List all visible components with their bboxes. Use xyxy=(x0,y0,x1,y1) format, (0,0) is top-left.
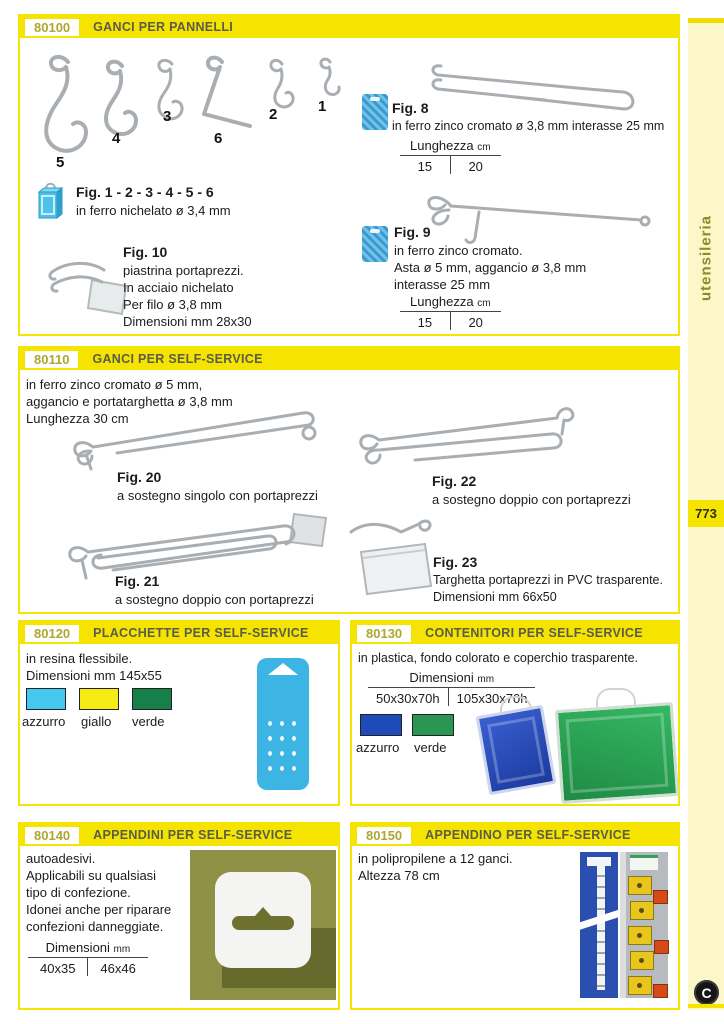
section-code: 80100 xyxy=(25,19,79,36)
fig9-line2: Asta ø 5 mm, aggancio ø 3,8 mm xyxy=(394,260,587,275)
product-pack-red xyxy=(654,940,669,954)
table-value: 15 xyxy=(417,159,433,174)
strip-bar xyxy=(595,864,607,992)
table-value: 20 xyxy=(450,156,501,174)
intro-line1: in polipropilene a 12 ganci. xyxy=(358,851,513,866)
fig9-label: Fig. 9 xyxy=(394,224,431,240)
copyright-logo: C xyxy=(694,980,719,1005)
fig10-line4: Dimensioni mm 28x30 xyxy=(123,314,252,329)
hang-tab-drawing xyxy=(213,870,313,970)
section-code: 80150 xyxy=(357,827,411,844)
section-title: APPENDINO PER SELF-SERVICE xyxy=(425,828,631,842)
green-container-image xyxy=(555,702,679,804)
intro-line1: autoadesivi. xyxy=(26,851,96,866)
fig22-drawing xyxy=(355,406,610,472)
section-title: GANCI PER PANNELLI xyxy=(93,20,234,34)
section-header xyxy=(20,622,338,644)
intro-line1: in resina flessibile. xyxy=(26,651,133,666)
section-title: CONTENITORI PER SELF-SERVICE xyxy=(425,626,643,640)
blister-pack-icon-fig9 xyxy=(362,226,388,262)
section-appendini-per-self-service xyxy=(18,822,340,1010)
table-unit: cm xyxy=(477,298,491,309)
color-swatch-verde xyxy=(132,688,172,710)
hook-number-4: 4 xyxy=(112,130,121,147)
perforated-plate-image xyxy=(257,658,309,790)
blue-box-icon xyxy=(36,180,66,222)
page-sidebar xyxy=(688,18,724,1010)
fig23-line2: Dimensioni mm 66x50 xyxy=(433,590,557,604)
sidebar-bottom-rule xyxy=(688,1004,724,1008)
intro-line5: confezioni danneggiate. xyxy=(26,919,164,934)
section-ganci-per-pannelli xyxy=(18,14,680,336)
fig10-line1: piastrina portaprezzi. xyxy=(123,263,244,278)
strip-in-use-photo xyxy=(620,852,668,998)
blue-container-image xyxy=(476,705,557,796)
intro-line1: in plastica, fondo colorato e coperchio trasparente. xyxy=(358,651,639,665)
table-unit: mm xyxy=(477,674,495,685)
section-code: 80120 xyxy=(25,625,79,642)
color-swatch-azzurro xyxy=(26,688,66,710)
fig9-line3: interasse 25 mm xyxy=(394,277,491,292)
blister-pack-icon-fig8 xyxy=(362,94,388,130)
plate-holes xyxy=(264,716,302,780)
category-vertical-label: utensileria xyxy=(697,214,715,302)
product-pack xyxy=(628,976,652,995)
fig16-desc: in ferro nichelato ø 3,4 mm xyxy=(76,203,231,218)
section-title: APPENDINI PER SELF-SERVICE xyxy=(93,828,293,842)
fig16-label: Fig. 1 - 2 - 3 - 4 - 5 - 6 xyxy=(76,184,214,200)
intro-line2: Dimensioni mm 145x55 xyxy=(26,668,162,683)
product-pack-red xyxy=(653,890,668,904)
page-number-badge: 773 xyxy=(688,500,724,527)
hook-number-2: 2 xyxy=(269,106,278,123)
fig21-label: Fig. 21 xyxy=(115,573,160,589)
section-title: GANCI PER SELF-SERVICE xyxy=(92,352,263,366)
table-unit: cm xyxy=(477,142,491,153)
section-header xyxy=(352,622,678,644)
fig8-hook-drawing xyxy=(427,54,657,124)
intro-line2: aggancio e portatarghetta ø 3,8 mm xyxy=(26,394,233,409)
swatch-label-giallo: giallo xyxy=(81,714,112,729)
dimensions-table xyxy=(28,940,148,976)
color-swatch-azzurro xyxy=(360,714,402,736)
product-pack xyxy=(628,926,652,945)
fig21-desc: a sostegno doppio con portaprezzi xyxy=(115,592,314,607)
fig10-line2: In acciaio nichelato xyxy=(123,280,234,295)
table-value: 50x30x70h xyxy=(376,691,440,706)
color-swatch-giallo xyxy=(79,688,119,710)
fig9-hook-drawing xyxy=(417,184,662,248)
table-value: 20 xyxy=(450,312,501,330)
section-title: PLACCHETTE PER SELF-SERVICE xyxy=(93,626,309,640)
section-code: 80110 xyxy=(25,351,78,368)
fig10-line3: Per filo ø 3,8 mm xyxy=(123,297,222,312)
panel-hooks-drawing xyxy=(32,52,362,192)
table-value: 105x30x70h xyxy=(448,688,536,706)
table-value: 40x35 xyxy=(40,961,76,976)
fig8-length-table xyxy=(400,138,501,174)
fig21-drawing xyxy=(58,510,343,585)
fig9-line1: in ferro zinco cromato. xyxy=(394,243,523,258)
swatch-label-verde: verde xyxy=(414,740,447,755)
intro-line3: Lunghezza 30 cm xyxy=(26,411,129,426)
product-pack xyxy=(630,901,654,920)
swatch-label-azzurro: azzurro xyxy=(22,714,66,729)
intro-line1: in ferro zinco cromato ø 5 mm, xyxy=(26,377,203,392)
fig22-desc: a sostegno doppio con portaprezzi xyxy=(432,492,631,507)
hanging-strip-photo xyxy=(580,852,618,998)
product-pack-red xyxy=(653,984,668,998)
hanger-hole xyxy=(268,663,298,675)
product-pack xyxy=(628,876,652,895)
section-header xyxy=(20,824,338,846)
intro-line2: Altezza 78 cm xyxy=(358,868,440,883)
section-contenitori-per-self-service xyxy=(350,620,680,806)
section-placchette-per-self-service xyxy=(18,620,340,806)
adhesive-hanger-photo xyxy=(190,850,336,1000)
section-header xyxy=(20,348,678,370)
fig10-label: Fig. 10 xyxy=(123,244,168,260)
section-code: 80140 xyxy=(25,827,79,844)
fig9-length-table xyxy=(400,294,501,330)
color-swatch-verde xyxy=(412,714,454,736)
strip-top-label xyxy=(630,855,658,870)
fig20-desc: a sostegno singolo con portaprezzi xyxy=(117,488,318,503)
fig23-drawing xyxy=(345,516,445,598)
table-header: Dimensioni xyxy=(45,940,110,955)
fig8-desc: in ferro zinco cromato ø 3,8 mm interasse 25 mm xyxy=(392,119,665,133)
fig8-label: Fig. 8 xyxy=(392,100,429,116)
fig23-label: Fig. 23 xyxy=(433,554,478,570)
fig20-label: Fig. 20 xyxy=(117,469,162,485)
intro-line2: Applicabili su qualsiasi xyxy=(26,868,157,883)
section-code: 80130 xyxy=(357,625,411,642)
table-header: Lunghezza xyxy=(410,138,474,153)
section-header xyxy=(352,824,678,846)
hook-number-3: 3 xyxy=(163,108,172,125)
section-appendino-per-self-service xyxy=(350,822,680,1010)
table-value: 15 xyxy=(417,315,433,330)
product-pack xyxy=(630,951,654,970)
section-ganci-per-self-service xyxy=(18,346,680,614)
table-header: Dimensioni xyxy=(409,670,474,685)
table-value: 46x46 xyxy=(87,958,147,976)
swatch-label-verde: verde xyxy=(132,714,165,729)
fig20-drawing xyxy=(65,403,330,473)
hook-number-5: 5 xyxy=(56,154,65,171)
fig23-line1: Targhetta portaprezzi in PVC trasparente. xyxy=(433,573,663,587)
intro-line3: tipo di confezione. xyxy=(26,885,131,900)
fig22-label: Fig. 22 xyxy=(432,473,477,489)
table-header: Lunghezza xyxy=(410,294,474,309)
hook-number-6: 6 xyxy=(214,130,223,147)
intro-line4: Idonei anche per riparare xyxy=(26,902,172,917)
sidebar-top-rule xyxy=(688,18,724,23)
swatch-label-azzurro: azzurro xyxy=(356,740,400,755)
table-unit: mm xyxy=(113,944,131,955)
hook-number-1: 1 xyxy=(318,98,327,115)
section-header xyxy=(20,16,678,38)
